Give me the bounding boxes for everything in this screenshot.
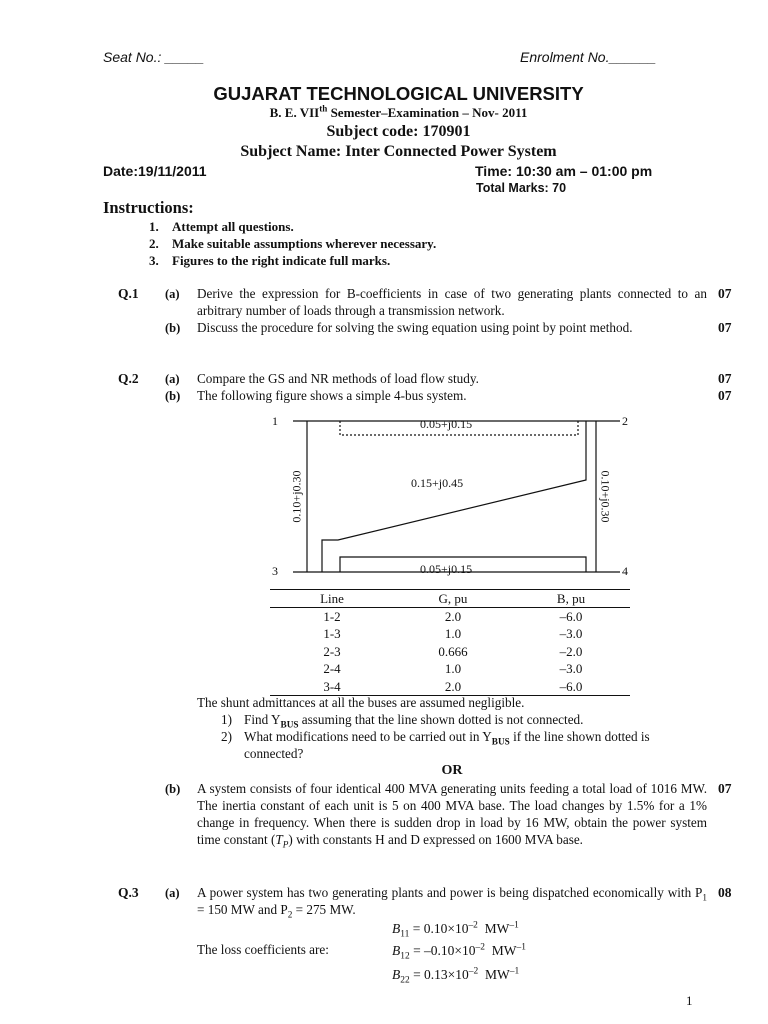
q2b-label: (b) bbox=[165, 389, 181, 403]
q2b-text: The following figure shows a simple 4-bus system. bbox=[197, 388, 467, 403]
exam-title: B. E. VIIth Semester–Examination – Nov- 2011 bbox=[269, 103, 528, 120]
exam-date: Date:19/11/2011 bbox=[103, 163, 207, 179]
q3a-marks: 08 bbox=[718, 885, 732, 900]
cell-line: 1-2 bbox=[323, 609, 341, 625]
b22-equation: $B_{22} = 0.13\times 10^{-2}$ $MW^{-1}$ bbox=[392, 966, 520, 986]
cell-b: –3.0 bbox=[559, 661, 583, 677]
shunt-note: The shunt admittances at all the buses are assumed negligible. bbox=[197, 695, 525, 710]
page-number: 1 bbox=[686, 993, 693, 1008]
university-title: GUJARAT TECHNOLOGICAL UNIVERSITY bbox=[213, 83, 584, 104]
bus-label-2: 2 bbox=[622, 414, 628, 428]
cell-g: 1.0 bbox=[444, 661, 462, 677]
impedance-1-3: 0.10+j0.30 bbox=[289, 470, 304, 523]
q1b-label: (b) bbox=[165, 321, 181, 335]
q2b-or-marks: 07 bbox=[718, 781, 732, 796]
q2b-marks: 07 bbox=[718, 388, 732, 403]
instruction-num-3: 3. bbox=[149, 253, 159, 268]
col-header-b: B, pu bbox=[512, 590, 630, 608]
bus-label-3: 3 bbox=[272, 564, 278, 578]
table-row bbox=[270, 608, 630, 626]
cell-b: –2.0 bbox=[559, 643, 583, 659]
instruction-3: Figures to the right indicate full marks. bbox=[172, 253, 391, 268]
q3a-label: (a) bbox=[165, 886, 180, 900]
q2-number: Q.2 bbox=[118, 371, 139, 386]
table-header-row bbox=[270, 590, 630, 608]
bus-label-1: 1 bbox=[272, 414, 278, 428]
instruction-num-1: 1. bbox=[149, 219, 159, 234]
q1a-marks: 07 bbox=[718, 286, 732, 301]
cell-g: 2.0 bbox=[394, 678, 512, 696]
instructions-title: Instructions: bbox=[103, 198, 194, 217]
impedance-1-2: 0.05+j0.15 bbox=[420, 417, 473, 431]
line-data-table bbox=[270, 589, 630, 696]
q2a-label: (a) bbox=[165, 372, 180, 386]
subject-name: Subject Name: Inter Connected Power System bbox=[240, 143, 557, 160]
q1a-label: (a) bbox=[165, 287, 180, 301]
seat-no-label: Seat No.: _____ bbox=[103, 49, 205, 65]
table-row bbox=[270, 643, 630, 660]
q2b-sub1-num: 1) bbox=[221, 712, 232, 727]
cell-line: 2-4 bbox=[323, 661, 341, 677]
instruction-1: Attempt all questions. bbox=[172, 219, 294, 234]
cell-b: –3.0 bbox=[559, 626, 583, 642]
cell-g: 2.0 bbox=[444, 609, 462, 625]
q2b-or-text: A system consists of four identical 400 MVA generating units feeding a total load of 1016 MW. The inertia constant of each unit is 5 on 400 MVA base. The load changes by 1.5% for a 1% change in frequency. When there is sudden drop in load by 16 MW, obtain the power system time constant $(T_P)$ with constants H and D expressed on 1600 MVA base. bbox=[197, 781, 707, 850]
cell-line: 1-3 bbox=[323, 626, 341, 642]
total-marks: Total Marks: 70 bbox=[476, 181, 567, 195]
q3a-text: A power system has two generating plants and power is being dispatched economically with $P_1 = 150$ MW and $P_2 = 275$ MW. bbox=[197, 885, 707, 920]
table-row bbox=[270, 661, 630, 678]
q2a-text: Compare the GS and NR methods of load flow study. bbox=[197, 371, 479, 386]
col-header-g: G, pu bbox=[394, 590, 512, 608]
cell-b: –6.0 bbox=[559, 609, 583, 625]
exam-time: Time: 10:30 am – 01:00 pm bbox=[475, 163, 653, 179]
impedance-3-4: 0.05+j0.15 bbox=[420, 562, 473, 576]
cell-line: 2-3 bbox=[323, 643, 341, 659]
or-divider: OR bbox=[441, 763, 463, 778]
cell-g: 0.666 bbox=[438, 643, 468, 659]
b12-equation: $B_{12} = -0.10\times 10^{-2}$ $MW^{-1}$ bbox=[392, 942, 526, 962]
q2b-sub2-text: What modifications need to be carried out in $Y_{BUS}$ if the line shown dotted is connected? bbox=[244, 729, 650, 761]
bus-label-4: 4 bbox=[622, 564, 628, 578]
q1-number: Q.1 bbox=[118, 286, 139, 301]
q2b-sub1-text: Find $Y_{BUS}$ assuming that the line shown dotted is not connected. bbox=[244, 712, 584, 730]
instruction-2: Make suitable assumptions wherever necessary. bbox=[172, 236, 437, 251]
impedance-2-4: 0.10+j0.30 bbox=[598, 470, 613, 523]
q3-number: Q.3 bbox=[118, 885, 139, 900]
q1b-text: Discuss the procedure for solving the swing equation using point by point method. bbox=[197, 320, 633, 335]
line-2-3 bbox=[322, 421, 586, 572]
cell-g: 1.0 bbox=[444, 626, 462, 642]
q1b-marks: 07 bbox=[718, 320, 732, 335]
b11-equation: $B_{11} = 0.10\times 10^{-2}$ $MW^{-1}$ bbox=[392, 920, 519, 940]
impedance-2-3: 0.15+j0.45 bbox=[411, 476, 464, 490]
q2a-marks: 07 bbox=[718, 371, 732, 386]
q2b-sub2-num: 2) bbox=[221, 729, 232, 744]
loss-coefficients-label: The loss coefficients are: bbox=[197, 942, 329, 957]
cell-b: –6.0 bbox=[512, 678, 630, 696]
col-header-line: Line bbox=[270, 590, 394, 608]
subject-code: Subject code: 170901 bbox=[326, 123, 471, 140]
table-row bbox=[270, 626, 630, 643]
q1a-text: Derive the expression for B-coefficients in case of two generating plants connected to an arbitrary number of loads through a transmission network. bbox=[197, 286, 707, 318]
cell-line: 3-4 bbox=[270, 678, 394, 696]
q2b-or-label: (b) bbox=[165, 782, 181, 796]
instruction-num-2: 2. bbox=[149, 236, 159, 251]
enrolment-no-label: Enrolment No.______ bbox=[520, 49, 657, 65]
